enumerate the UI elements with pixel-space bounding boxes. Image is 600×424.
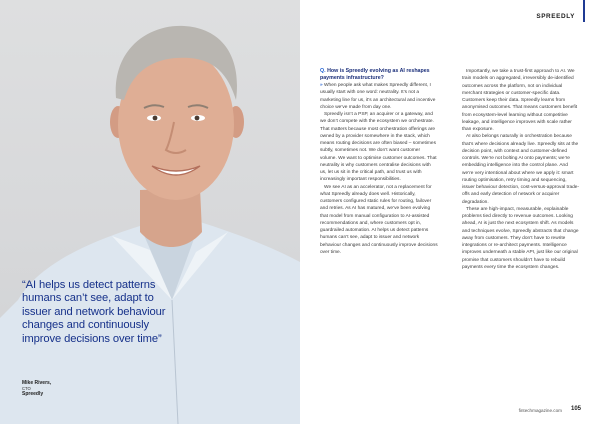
question-marker: Q. (320, 68, 326, 74)
speaker-title: CTO (22, 386, 31, 391)
article-page (300, 0, 600, 424)
paragraph: AI also belongs naturally in orchestration because that’s where decisions already live. Spreedly sits at the decision point, with context and customer-defined controls. We’re not bolting AI onto payments; we’re embedding intelligence into the control plane. And we’re very intentional about where we apply it: smart routing optimisation, retry timing and sequencing, issuer behaviour detection, cost-versus-approval trade-offs and early detection of network or acquirer degradation. (462, 134, 580, 205)
interview-question (320, 68, 438, 81)
section-header: SPREEDLY (536, 13, 575, 20)
quote-attribution (22, 380, 122, 397)
footer-website: fintechmagazine.com (518, 408, 562, 413)
article-column-1 (320, 68, 438, 256)
speaker-company: Spreedly (22, 391, 44, 397)
paragraph: » When people ask what makes Spreedly different, I usually start with one word: neutrality. It’s not a marketing line for us, it’s an architectural and incentive choice we’ve made from day one. (320, 83, 436, 110)
page-number: 105 (570, 406, 581, 412)
paragraph: Importantly, we take a trust-first approach to AI. We train models on aggregated, irreversibly de-identified outcomes across the platform, not on individual merchant strategies or customer-specific data. Customers keep their data. Spreedly learns from anonymised outcomes. That means customers benefit from ecosystem-level learning without competitive leakage, and intelligence improves with scale rather than exposure. (462, 69, 578, 132)
answer-marker: » (320, 83, 323, 89)
article-column-2 (462, 68, 580, 271)
paragraph: Spreedly isn’t a PSP, an acquirer or a gateway, and we don’t compete with the ecosystem we orchestrate. That matters because most orchestration offerings are owned by a provider somewhere in the stack, which means routing decisions are often biased – sometimes subtly, sometimes not. We don’t want customer volume. We want to optimise customer outcomes. That neutrality is why customers centralise decisions with us, let us sit in the critical path, and trust us with increasingly important responsibilities. (320, 112, 437, 183)
question-text: How is Spreedly evolving as AI reshapes payments infrastructure? (320, 68, 430, 81)
speaker-name: Mike Rivers, (22, 380, 52, 386)
pull-quote: “AI helps us detect patterns humans can’t see, adapt to issuer and network behaviour changes and continuously improve decisions over time” (22, 279, 166, 345)
paragraph: We see AI as an accelerator, not a replacement for what Spreedly already does well. Historically, customers configured static rules for routing, failover and retries. As AI has matured, we’ve been evolving that model from manual configuration to AI-assisted recommendations and, where customers opt in, guardrailed automation. AI helps us detect patterns humans can’t see, adapt to issuer and network behaviour changes and continuously improve decisions over time. (320, 184, 438, 255)
paragraph: These are high-impact, measurable, explainable problems tied directly to revenue outcomes. Looking ahead, AI is just the next ecosystem shift. As models and techniques evolve, Spreedly abstracts that change away from customers. They don’t have to rewrite integrations or re-architect payments. Intelligence improves underneath a stable API, just like our original promise that customers shouldn’t have to rebuild payments every time the ecosystem changes. (462, 206, 579, 270)
accent-bar (583, 0, 585, 22)
